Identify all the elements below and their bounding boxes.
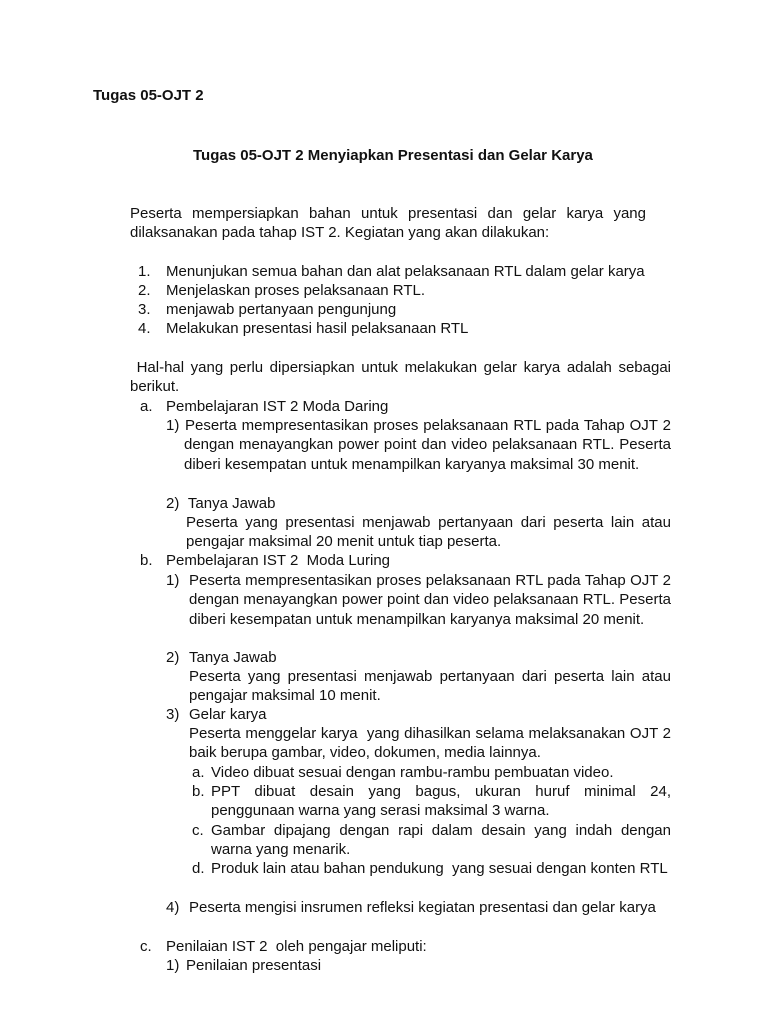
- sub-item-text: PPT dibuat desain yang bagus, ukuran huruf minimal 24, penggunaan warna yang serasi maksimal 3 warna.: [211, 783, 671, 820]
- section-a-item-label: Tanya Jawab: [184, 495, 276, 512]
- section-b-letter: b.: [140, 552, 153, 569]
- activity-number: 4.: [138, 320, 151, 337]
- activity-number: 1.: [138, 263, 151, 280]
- document-title: Tugas 05-OJT 2 Menyiapkan Presentasi dan Gelar Karya: [193, 147, 593, 164]
- section-b-item-text: Peserta yang presentasi menjawab pertanyaan dari peserta lain atau pengajar maksimal 10 menit.: [189, 668, 671, 705]
- sub-item-letter: d.: [192, 860, 205, 877]
- section-b-item-text: Peserta menggelar karya yang dihasilkan selama melaksanakan OJT 2 baik berupa gambar, video, dokumen, media lainnya.: [189, 725, 676, 762]
- section-a-item-number: 2): [166, 495, 180, 512]
- section-a-item-text: Peserta mempresentasikan proses pelaksanaan RTL pada Tahap OJT 2 dengan menayangkan power point dan video pelaksanaan RTL. Peserta diberi kesempatan untuk menampilkan karyanya maksimal 30 menit.: [184, 417, 671, 473]
- section-b-item-number: 1): [166, 572, 180, 589]
- section-c-item-text: Penilaian presentasi: [186, 957, 322, 974]
- section-a-letter: a.: [140, 398, 153, 415]
- activity-number: 2.: [138, 282, 151, 299]
- intro-paragraph: Peserta mempersiapkan bahan untuk presentasi dan gelar karya yang dilaksanakan pada tahap IST 2. Kegiatan yang akan dilakukan:: [130, 205, 646, 242]
- section-b-item-text: Peserta mempresentasikan proses pelaksanaan RTL pada Tahap OJT 2 dengan menayangkan power point dan video pelaksanaan RTL. Peserta diberi kesempatan untuk menampilkan karyanya maksimal 20 menit.: [189, 572, 671, 628]
- section-c-letter: c.: [140, 938, 152, 955]
- section-b-item-label: Gelar karya: [189, 706, 267, 723]
- activity-text: Melakukan presentasi hasil pelaksanaan RTL: [166, 320, 469, 337]
- section-b-title: Pembelajaran IST 2 Moda Luring: [166, 552, 391, 569]
- section-b-item-number: 2): [166, 649, 180, 666]
- activity-text: Menunjukan semua bahan dan alat pelaksanaan RTL dalam gelar karya: [166, 263, 645, 280]
- sub-item-letter: b.: [192, 783, 205, 800]
- section-b-item-label: Tanya Jawab: [189, 649, 277, 666]
- sub-item-text: Gambar dipajang dengan rapi dalam desain yang indah dengan warna yang menarik.: [211, 822, 671, 859]
- document-header: Tugas 05-OJT 2: [93, 87, 204, 104]
- section-a-item-text: Peserta yang presentasi menjawab pertanyaan dari peserta lain atau pengajar maksimal 20 menit untuk tiap peserta.: [186, 514, 671, 551]
- activity-text: Menjelaskan proses pelaksanaan RTL.: [166, 282, 426, 299]
- section-b-item-text: Peserta mengisi insrumen refleksi kegiatan presentasi dan gelar karya: [189, 899, 656, 916]
- section-b-item-number: 4): [166, 899, 180, 916]
- activity-text: menjawab pertanyaan pengunjung: [166, 301, 397, 318]
- sub-item-text: Produk lain atau bahan pendukung yang sesuai dengan konten RTL: [211, 860, 668, 877]
- activity-number: 3.: [138, 301, 151, 318]
- section-c-title: Penilaian IST 2 oleh pengajar meliputi:: [166, 938, 427, 955]
- sub-item-letter: a.: [192, 764, 205, 781]
- preparation-intro: Hal-hal yang perlu dipersiapkan untuk melakukan gelar karya adalah sebagai berikut.: [130, 359, 676, 396]
- section-c-item-number: 1): [166, 957, 180, 974]
- sub-item-letter: c.: [192, 822, 204, 839]
- sub-item-text: Video dibuat sesuai dengan rambu-rambu pembuatan video.: [211, 764, 614, 781]
- section-b-item-number: 3): [166, 706, 180, 723]
- section-a-item-number: 1): [166, 417, 180, 434]
- section-a-title: Pembelajaran IST 2 Moda Daring: [166, 398, 389, 415]
